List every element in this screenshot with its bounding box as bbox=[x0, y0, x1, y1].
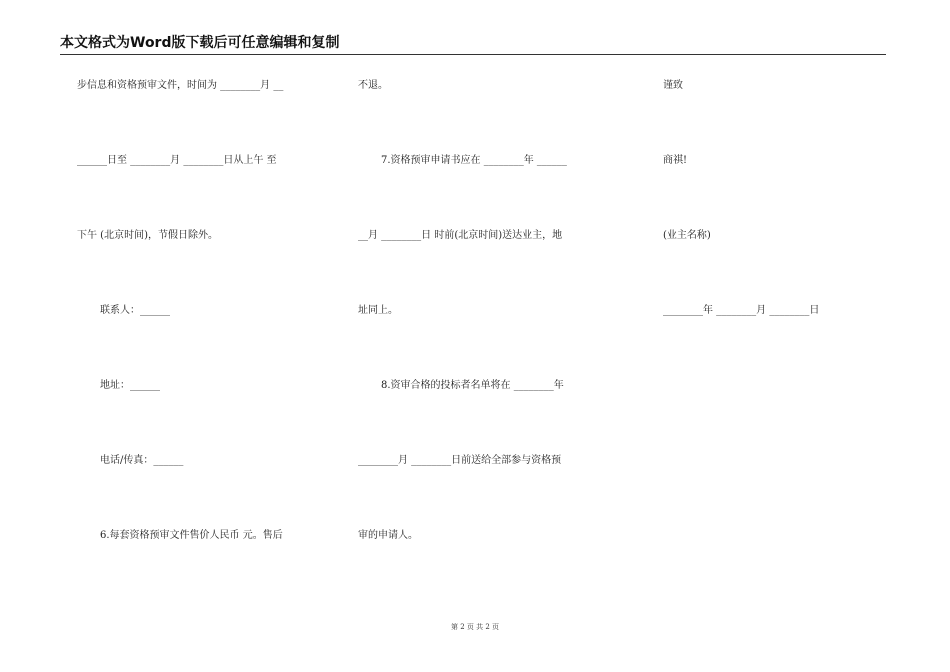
page-number: 第 2 页 共 2 页 bbox=[450, 623, 500, 631]
text-line: 联系人：______ bbox=[100, 305, 170, 316]
text-line: 8.资审合格的投标者名单将在 ________年 bbox=[381, 380, 564, 391]
text-line: 6.每套资格预审文件售价人民币 元。售后 bbox=[100, 530, 283, 541]
text-line: 步信息和资格预审文件，时间为 ________月 __ bbox=[77, 80, 284, 91]
text-line: 下午 (北京时间)，节假日除外。 bbox=[77, 230, 218, 241]
text-line: __月 ________日 时前(北京时间)送达业主，地 bbox=[358, 230, 563, 241]
text-line: 谨致 bbox=[663, 80, 683, 91]
text-line: 电话/传真：______ bbox=[100, 455, 184, 466]
text-line: 不退。 bbox=[358, 80, 388, 91]
text-line: ________月 ________日前送给全部参与资格预 bbox=[358, 455, 562, 466]
text-line: 审的申请人。 bbox=[358, 530, 418, 541]
text-line: 址同上。 bbox=[358, 305, 398, 316]
text-line: ________年 ________月 ________日 bbox=[663, 305, 820, 316]
text-line: (业主名称) bbox=[663, 230, 711, 241]
text-line: 商祺! bbox=[663, 155, 688, 166]
header-title: 本文格式为Word版下载后可任意编辑和复制 bbox=[60, 35, 340, 51]
text-line: 地址：______ bbox=[100, 380, 160, 391]
text-line: 7.资格预审申请书应在 ________年 ______ bbox=[381, 155, 567, 166]
page-footer bbox=[0, 622, 950, 632]
text-line: ______日至 ________月 ________日从上午 至 bbox=[77, 155, 277, 166]
page-header bbox=[60, 34, 886, 55]
